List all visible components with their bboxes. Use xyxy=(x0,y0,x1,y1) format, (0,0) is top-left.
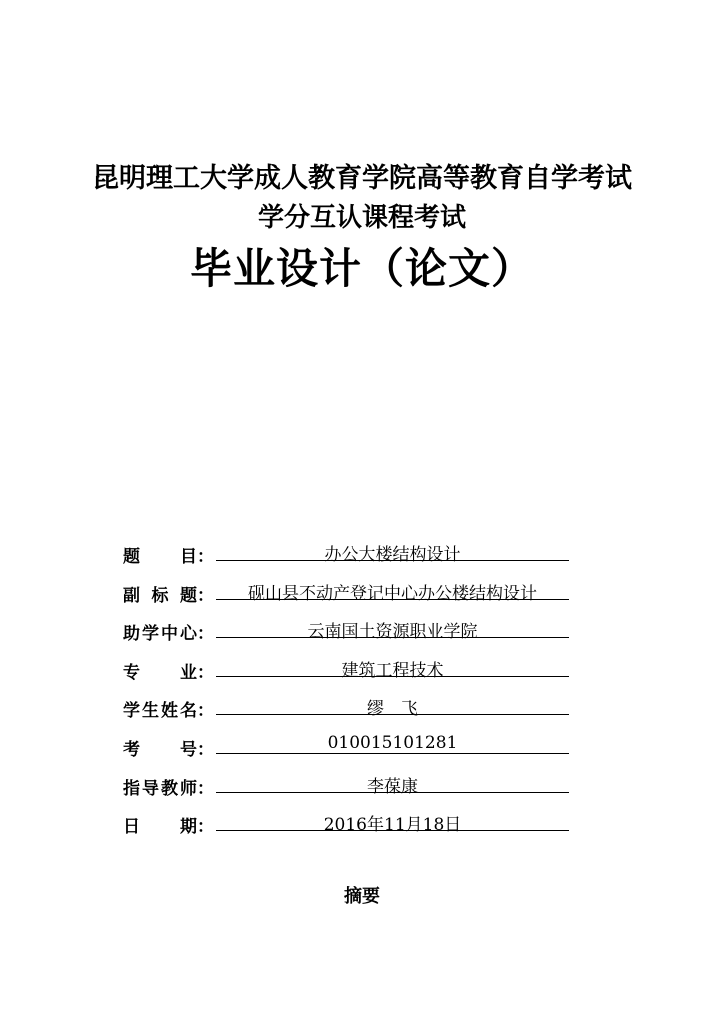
label-exam-number: 考 号 ： xyxy=(123,739,214,760)
value-major: 建筑工程技术 xyxy=(216,656,569,677)
info-row-subtitle xyxy=(123,577,583,616)
info-row-date xyxy=(123,808,583,847)
exam-subtitle: 学分互认课程考试 xyxy=(257,203,466,233)
cover-info-table xyxy=(123,538,583,847)
label-advisor: 指 导 教 师 ： xyxy=(123,778,214,799)
value-student-name: 缪 飞 xyxy=(216,694,569,715)
info-row-advisor xyxy=(123,770,583,809)
value-advisor: 李葆康 xyxy=(216,772,569,793)
info-row-topic xyxy=(123,538,583,577)
value-date: 2016年11月18日 xyxy=(216,810,569,831)
label-topic: 题 目 ： xyxy=(123,547,214,567)
institution-title: 昆明理工大学成人教育学院高等教育自学考试 xyxy=(92,163,632,194)
label-subtitle: 副 标 题 ： xyxy=(123,585,214,606)
label-center: 助 学 中 心 ： xyxy=(123,624,214,645)
value-topic: 办公大楼结构设计 xyxy=(216,540,569,561)
thesis-title: 毕业设计（论文） xyxy=(189,244,534,293)
info-row-center xyxy=(123,615,583,654)
info-row-major xyxy=(123,654,583,693)
label-major: 专 业 ： xyxy=(123,662,214,683)
value-center: 云南国土资源职业学院 xyxy=(216,617,569,638)
info-row-exam-number xyxy=(123,731,583,770)
value-subtitle: 砚山县不动产登记中心办公楼结构设计 xyxy=(216,579,569,600)
label-student-name: 学 生 姓 名 ： xyxy=(123,701,214,722)
value-exam-number: 010015101281 xyxy=(216,733,569,754)
label-date: 日 期 ： xyxy=(123,817,214,838)
abstract-heading: 摘要 xyxy=(344,886,380,907)
info-row-student-name xyxy=(123,692,583,731)
